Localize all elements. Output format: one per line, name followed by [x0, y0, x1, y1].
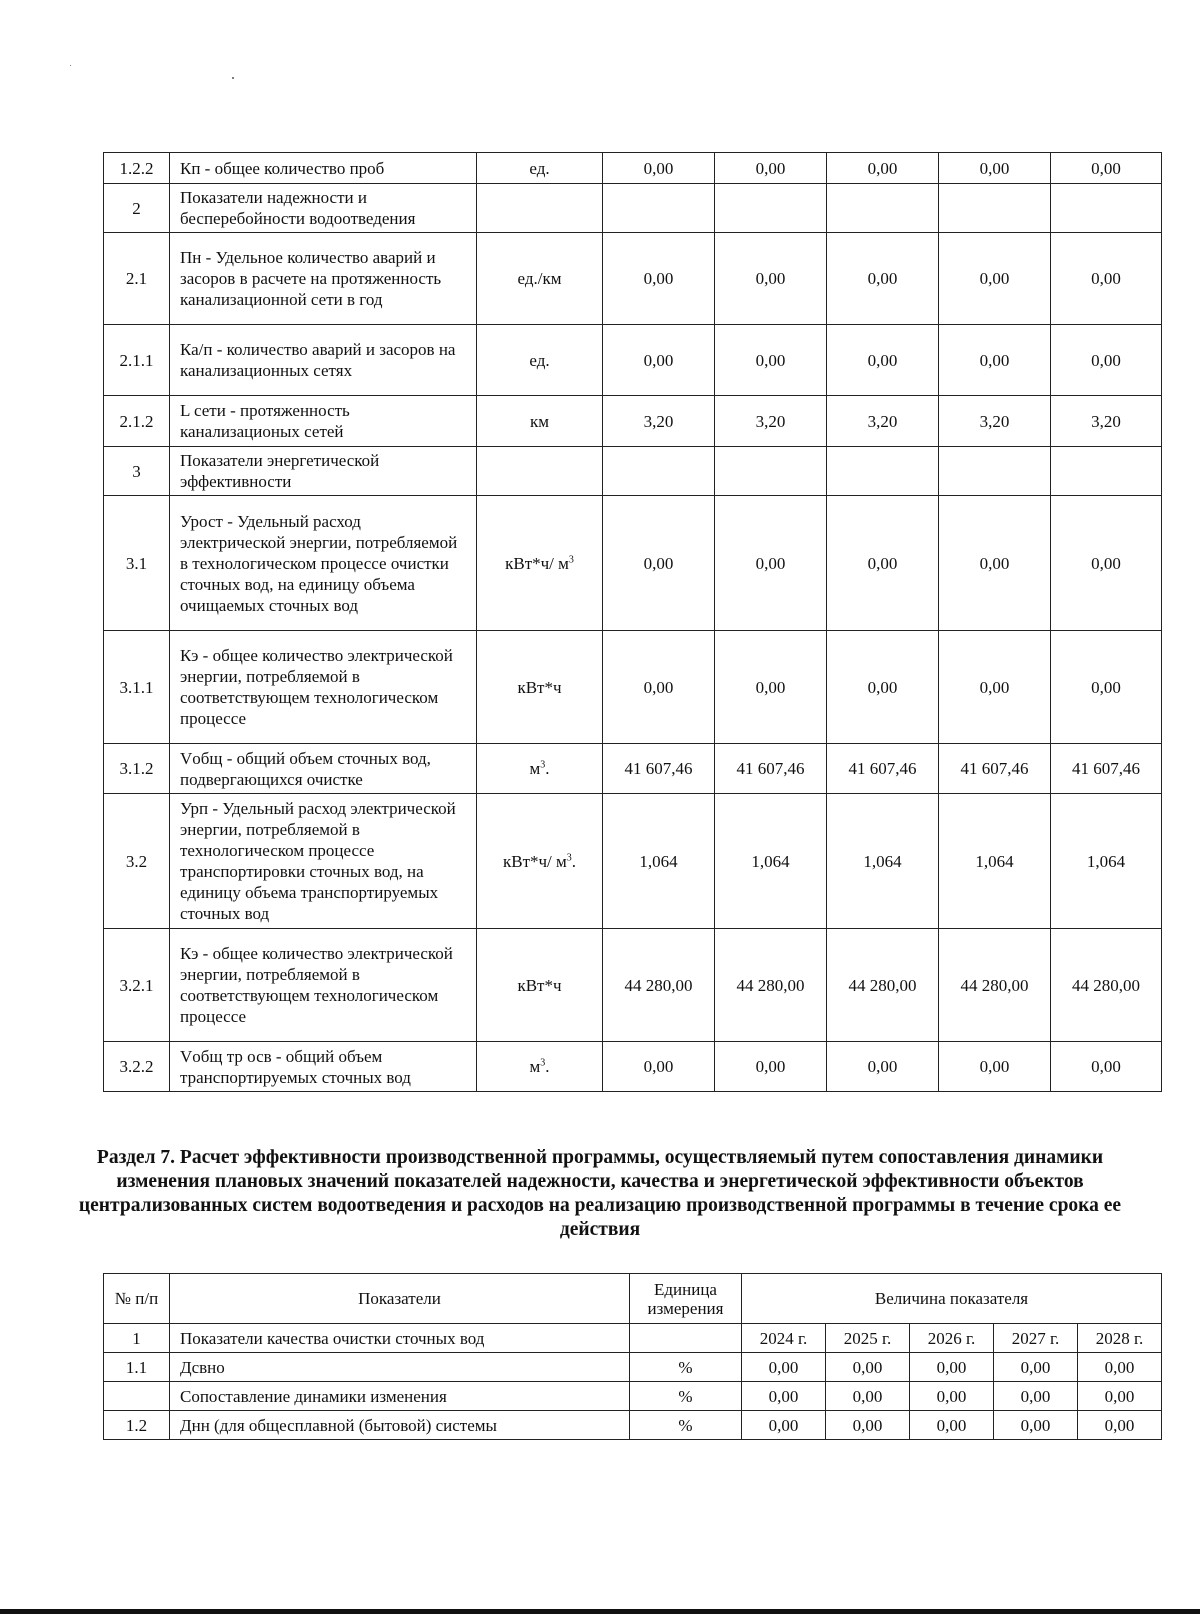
- row-number: [104, 1382, 170, 1411]
- header-unit: Единица измерения: [630, 1274, 742, 1324]
- value-cell: 2024 г.: [742, 1324, 826, 1353]
- value-cell: 0,00: [1051, 325, 1162, 396]
- unit-superscript: 3: [540, 759, 546, 771]
- value-cell: 0,00: [1078, 1411, 1162, 1440]
- value-cell: 0,00: [1051, 153, 1162, 184]
- value-cell: 0,00: [715, 1042, 827, 1092]
- indicator-name: L сети - протяженность канализационых сетей: [170, 396, 477, 447]
- value-cell: 3,20: [1051, 396, 1162, 447]
- table-row: [104, 1042, 1162, 1092]
- table-row: [104, 631, 1162, 744]
- indicator-name: Урп - Удельный расход электрической энергии, потребляемой в технологическом процессе транспортировки сточных вод, на единицу объема транспортируемых сточных вод: [170, 794, 477, 929]
- indicator-name: Кп - общее количество проб: [170, 153, 477, 184]
- unit-cell: [477, 631, 603, 744]
- unit-cell: [477, 794, 603, 929]
- unit-cell: [477, 325, 603, 396]
- value-cell: 41 607,46: [603, 744, 715, 794]
- indicator-name: Ка/п - количество аварий и засоров на канализационных сетях: [170, 325, 477, 396]
- value-cell: [939, 184, 1051, 233]
- value-cell: 0,00: [742, 1411, 826, 1440]
- indicator-name: Сопоставление динамики изменения: [170, 1382, 630, 1411]
- indicator-name: Кэ - общее количество электрической энергии, потребляемой в соответствующем технологическом процессе: [170, 929, 477, 1042]
- value-cell: 0,00: [1078, 1382, 1162, 1411]
- table-row: [104, 1324, 1162, 1353]
- value-cell: 0,00: [826, 1353, 910, 1382]
- value-cell: [827, 447, 939, 496]
- value-cell: 44 280,00: [715, 929, 827, 1042]
- value-cell: 1,064: [827, 794, 939, 929]
- unit-cell: [477, 233, 603, 325]
- row-number: 3.2.1: [104, 929, 170, 1042]
- value-cell: 0,00: [827, 153, 939, 184]
- section-7-heading: Раздел 7. Расчет эффективности производственной программы, осуществляемый путем сопоставления динамики изменения плановых значений показателей надежности, качества и энергетической эффективности объектов централизованных систем водоотведения и расходов на реализацию производственной программы в течение срока ее действия: [78, 1147, 1122, 1240]
- indicator-name: Показатели надежности и бесперебойности водоотведения: [170, 184, 477, 233]
- scan-speck: [232, 77, 234, 79]
- value-cell: [1051, 184, 1162, 233]
- unit-cell: [477, 447, 603, 496]
- unit-superscript: 3: [566, 851, 572, 863]
- unit-suffix: .: [545, 759, 550, 778]
- value-cell: 0,00: [603, 233, 715, 325]
- value-cell: 0,00: [1051, 496, 1162, 631]
- row-number: 2: [104, 184, 170, 233]
- row-number: 2.1.1: [104, 325, 170, 396]
- value-cell: 0,00: [827, 233, 939, 325]
- row-number: 2.1.2: [104, 396, 170, 447]
- row-number: 3.2: [104, 794, 170, 929]
- row-number: 3.1.2: [104, 744, 170, 794]
- table-row: [104, 929, 1162, 1042]
- indicator-name: Кэ - общее количество электрической энергии, потребляемой в соответствующем технологическом процессе: [170, 631, 477, 744]
- unit-cell: [477, 184, 603, 233]
- value-cell: 2026 г.: [910, 1324, 994, 1353]
- value-cell: 0,00: [715, 496, 827, 631]
- unit-cell: [630, 1324, 742, 1353]
- unit-text: ед.: [529, 158, 550, 178]
- indicators-table-continued: [103, 152, 1162, 1092]
- row-number: 1: [104, 1324, 170, 1353]
- indicator-name: Vобщ - общий объем сточных вод, подвергающихся очистке: [170, 744, 477, 794]
- value-cell: 0,00: [603, 153, 715, 184]
- table-row: [104, 447, 1162, 496]
- value-cell: 0,00: [603, 325, 715, 396]
- value-cell: 0,00: [715, 233, 827, 325]
- unit-cell: %: [630, 1353, 742, 1382]
- row-number: 3.2.2: [104, 1042, 170, 1092]
- unit-superscript: 3: [568, 553, 574, 565]
- unit-suffix: .: [571, 851, 577, 871]
- value-cell: 0,00: [742, 1353, 826, 1382]
- value-cell: 44 280,00: [939, 929, 1051, 1042]
- value-cell: 0,00: [603, 631, 715, 744]
- value-cell: 0,00: [939, 325, 1051, 396]
- unit-cell: [477, 153, 603, 184]
- unit-text: кВт*ч/ м: [505, 553, 569, 573]
- unit-text: кВт*ч: [517, 975, 562, 995]
- value-cell: 0,00: [715, 631, 827, 744]
- indicator-name: Урост - Удельный расход электрической энергии, потребляемой в технологическом процессе очистки сточных вод, на единицу объема очищаемых сточных вод: [170, 496, 477, 631]
- table-row: [104, 325, 1162, 396]
- value-cell: 41 607,46: [827, 744, 939, 794]
- unit-cell: %: [630, 1411, 742, 1440]
- value-cell: 44 280,00: [603, 929, 715, 1042]
- unit-text: м: [529, 759, 541, 778]
- efficiency-table: [103, 1273, 1162, 1440]
- unit-text: м: [529, 1057, 541, 1076]
- unit-cell: [477, 929, 603, 1042]
- value-cell: 0,00: [939, 496, 1051, 631]
- table-row: [104, 794, 1162, 929]
- row-number: 3.1: [104, 496, 170, 631]
- value-cell: 0,00: [603, 496, 715, 631]
- value-cell: 0,00: [939, 153, 1051, 184]
- value-cell: 0,00: [910, 1411, 994, 1440]
- scan-speck: [70, 65, 71, 66]
- value-cell: 3,20: [939, 396, 1051, 447]
- value-cell: 2028 г.: [1078, 1324, 1162, 1353]
- value-cell: 0,00: [827, 1042, 939, 1092]
- value-cell: 2025 г.: [826, 1324, 910, 1353]
- value-cell: 41 607,46: [715, 744, 827, 794]
- unit-cell: [477, 744, 603, 794]
- table-row: [104, 396, 1162, 447]
- row-number: 1.2: [104, 1411, 170, 1440]
- value-cell: 0,00: [939, 233, 1051, 325]
- scan-edge: [0, 1609, 1200, 1614]
- value-cell: 0,00: [827, 496, 939, 631]
- indicator-name: Vобщ тр осв - общий объем транспортируемых сточных вод: [170, 1042, 477, 1092]
- value-cell: 41 607,46: [1051, 744, 1162, 794]
- value-cell: 0,00: [910, 1353, 994, 1382]
- table-row: [104, 1382, 1162, 1411]
- unit-text: кВт*ч: [517, 677, 562, 697]
- table-row: [104, 153, 1162, 184]
- row-number: 3: [104, 447, 170, 496]
- table-row: [104, 184, 1162, 233]
- value-cell: 0,00: [994, 1411, 1078, 1440]
- unit-cell: [477, 1042, 603, 1092]
- header-indicators: Показатели: [170, 1274, 630, 1324]
- value-cell: 0,00: [715, 153, 827, 184]
- unit-text: кВт*ч/ м: [502, 851, 567, 871]
- value-cell: 1,064: [603, 794, 715, 929]
- value-cell: [715, 184, 827, 233]
- value-cell: 0,00: [939, 1042, 1051, 1092]
- value-cell: 0,00: [742, 1382, 826, 1411]
- value-cell: 0,00: [994, 1353, 1078, 1382]
- value-cell: 1,064: [939, 794, 1051, 929]
- unit-superscript: 3: [540, 1057, 546, 1069]
- row-number: 3.1.1: [104, 631, 170, 744]
- unit-text: км: [529, 411, 550, 431]
- value-cell: 41 607,46: [939, 744, 1051, 794]
- value-cell: 0,00: [1078, 1353, 1162, 1382]
- unit-cell: [477, 496, 603, 631]
- value-cell: 3,20: [715, 396, 827, 447]
- value-cell: 0,00: [1051, 1042, 1162, 1092]
- header-num: № п/п: [104, 1274, 170, 1324]
- value-cell: 0,00: [910, 1382, 994, 1411]
- value-cell: 1,064: [715, 794, 827, 929]
- table-row: [104, 744, 1162, 794]
- value-cell: 44 280,00: [827, 929, 939, 1042]
- indicator-name: Пн - Удельное количество аварий и засоров в расчете на протяженность канализационной сети в год: [170, 233, 477, 325]
- value-cell: 0,00: [1051, 631, 1162, 744]
- value-cell: [939, 447, 1051, 496]
- value-cell: 0,00: [1051, 233, 1162, 325]
- indicator-name: Показатели энергетической эффективности: [170, 447, 477, 496]
- unit-cell: %: [630, 1382, 742, 1411]
- value-cell: 0,00: [826, 1411, 910, 1440]
- value-cell: 3,20: [827, 396, 939, 447]
- value-cell: 0,00: [603, 1042, 715, 1092]
- value-cell: 0,00: [715, 325, 827, 396]
- value-cell: 0,00: [826, 1382, 910, 1411]
- unit-text: ед./км: [517, 269, 562, 288]
- row-number: 2.1: [104, 233, 170, 325]
- value-cell: [827, 184, 939, 233]
- value-cell: 0,00: [994, 1382, 1078, 1411]
- unit-cell: [477, 396, 603, 447]
- value-cell: 0,00: [827, 631, 939, 744]
- table-row: [104, 233, 1162, 325]
- header-value: Величина показателя: [742, 1274, 1162, 1324]
- indicator-name: Днн (для общесплавной (бытовой) системы: [170, 1411, 630, 1440]
- table-header-row: [104, 1274, 1162, 1324]
- indicator-name: Показатели качества очистки сточных вод: [170, 1324, 630, 1353]
- value-cell: [603, 184, 715, 233]
- indicator-name: Дсвно: [170, 1353, 630, 1382]
- value-cell: 44 280,00: [1051, 929, 1162, 1042]
- table-row: [104, 1411, 1162, 1440]
- row-number: 1.2.2: [104, 153, 170, 184]
- table-row: [104, 1353, 1162, 1382]
- value-cell: [1051, 447, 1162, 496]
- unit-text: ед.: [529, 350, 550, 370]
- value-cell: [603, 447, 715, 496]
- value-cell: [715, 447, 827, 496]
- value-cell: 0,00: [827, 325, 939, 396]
- table-row: [104, 496, 1162, 631]
- unit-suffix: .: [545, 1057, 550, 1076]
- value-cell: 2027 г.: [994, 1324, 1078, 1353]
- value-cell: 1,064: [1051, 794, 1162, 929]
- row-number: 1.1: [104, 1353, 170, 1382]
- value-cell: 0,00: [939, 631, 1051, 744]
- value-cell: 3,20: [603, 396, 715, 447]
